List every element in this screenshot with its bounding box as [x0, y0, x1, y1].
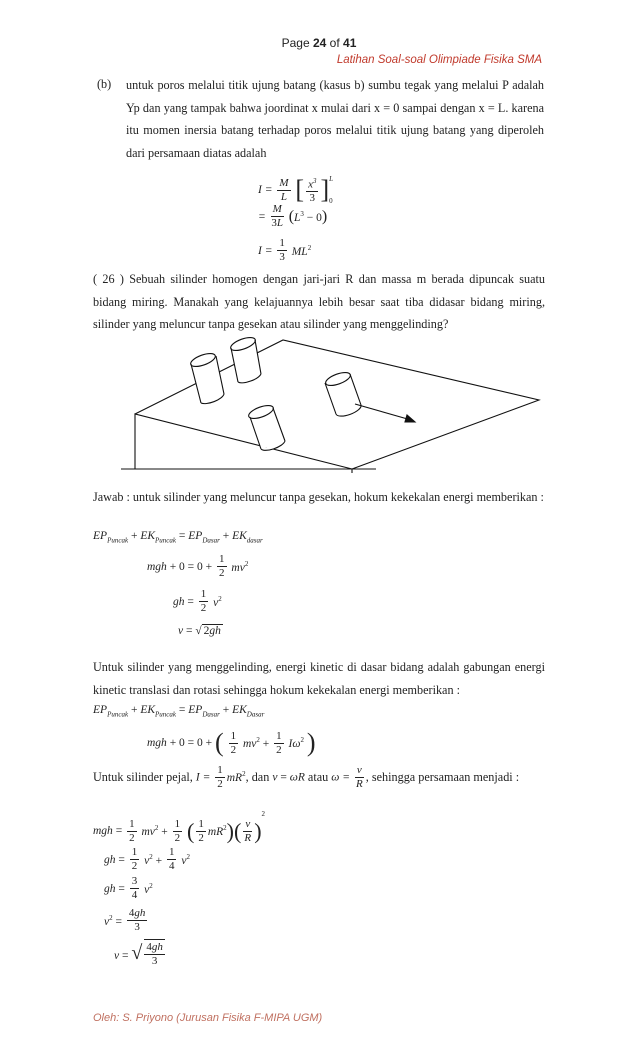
equation-roll-v-squared: $v^2$ = $\frac{4gh}{3}$ — [104, 907, 146, 933]
equation-roll-gh-2: gh = $\frac{3}{4}$ $v^2$ — [104, 875, 153, 901]
document-subtitle: Latihan Soal-soal Olimpiade Fisika SMA — [336, 54, 542, 66]
equation-energy-conservation-2: $EP_{Puncak} + EK_{Puncak} = EP_{Dasar} + EK_{Dasar}$ — [93, 704, 265, 719]
cylinder-1 — [189, 351, 224, 404]
cylinder-4 — [324, 370, 361, 416]
inclined-plane-figure — [93, 334, 553, 476]
equation-roll-energy: mgh + 0 = 0 + ( $\frac{1}{2}$ $mv^2$ + $\frac{1}{2}$ $I\omega^2$ ) — [147, 728, 316, 757]
answer-intro: Jawab : untuk silinder yang meluncur tanpa gesekan, hokum kekekalan energi memberikan : — [93, 490, 544, 504]
equation-inertia-result: I = $\frac{1}{3}$ $ML^2$ — [258, 237, 312, 263]
part-b-label: (b) — [97, 77, 112, 91]
part-b-text: untuk poros melalui titik ujung batang (kasus b) sumbu tegak yang melalui P adalah Yp dan yang tampak bahwa joordinat x mulai dari x = 0 sampai dengan x = L. karena itu momen inersia batang terhadap poros melalui titik ujung batang yang diperoleh dari persamaan diatas adalah — [126, 78, 544, 160]
cylinder-2 — [229, 335, 261, 383]
equation-slide-gh: gh = $\frac{1}{2}$ $v^2$ — [173, 588, 222, 614]
page-number: Page 24 of 41 — [281, 36, 357, 50]
problem-26-text: ( 26 ) Sebuah silinder homogen dengan jari-jari R dan massa m berada dipuncak suatu bidang miring. Manakah yang kelajuannya lebih besar saat tiba didasar bidang miring, silinder yang meluncur tanpa gesekan atau silinder yang menggelinding? — [93, 272, 545, 331]
equation-energy-conservation-1: $EP_{Puncak} + EK_{Puncak} = EP_{Dasar} + EK_{dasar}$ — [93, 530, 263, 545]
plane-front-face — [135, 414, 352, 469]
motion-arrow — [355, 404, 415, 422]
equation-slide-velocity: v = √ 2gh — [178, 625, 221, 637]
equation-roll-substituted: mgh = $\frac{1}{2}$ $mv^2$ + $\frac{1}{2}$ ( $\frac{1}{2}$ $mR^2$)( $\frac{v}{R}$ )$^2$ — [93, 810, 266, 844]
equation-slide-energy: mgh + 0 = 0 + $\frac{1}{2}$ $mv^2$ — [147, 553, 249, 579]
equation-inertia-integral: I = $\frac{M}{L}$ [ $\frac{x^3}{3}$ ] L 0 — [258, 175, 334, 205]
equation-roll-velocity: v = √ $\frac{4gh}{3}$ — [114, 941, 163, 967]
equation-inertia-eval: = $\frac{M}{3L}$ $(L^3 - 0)$ — [258, 203, 328, 229]
solid-cylinder-line: Untuk silinder pejal, I = $\frac{1}{2}$ $mR^2$, dan v = ωR atau ω = $\frac{v}{R}$ , sehingga persamaan menjadi : — [93, 764, 520, 790]
cylinder-3 — [247, 403, 285, 451]
rolling-intro: Untuk silinder yang menggelinding, energi kinetic di dasar bidang adalah gabungan energi kinetic translasi dan rotasi sehingga hokum kekekalan energi memberikan : — [93, 660, 545, 697]
equation-roll-gh-1: gh = $\frac{1}{2}$ $v^2$ + $\frac{1}{4}$ $v^2$ — [104, 846, 190, 872]
footer-author: Oleh: S. Priyono (Jurusan Fisika F-MIPA UGM) — [93, 1012, 323, 1024]
